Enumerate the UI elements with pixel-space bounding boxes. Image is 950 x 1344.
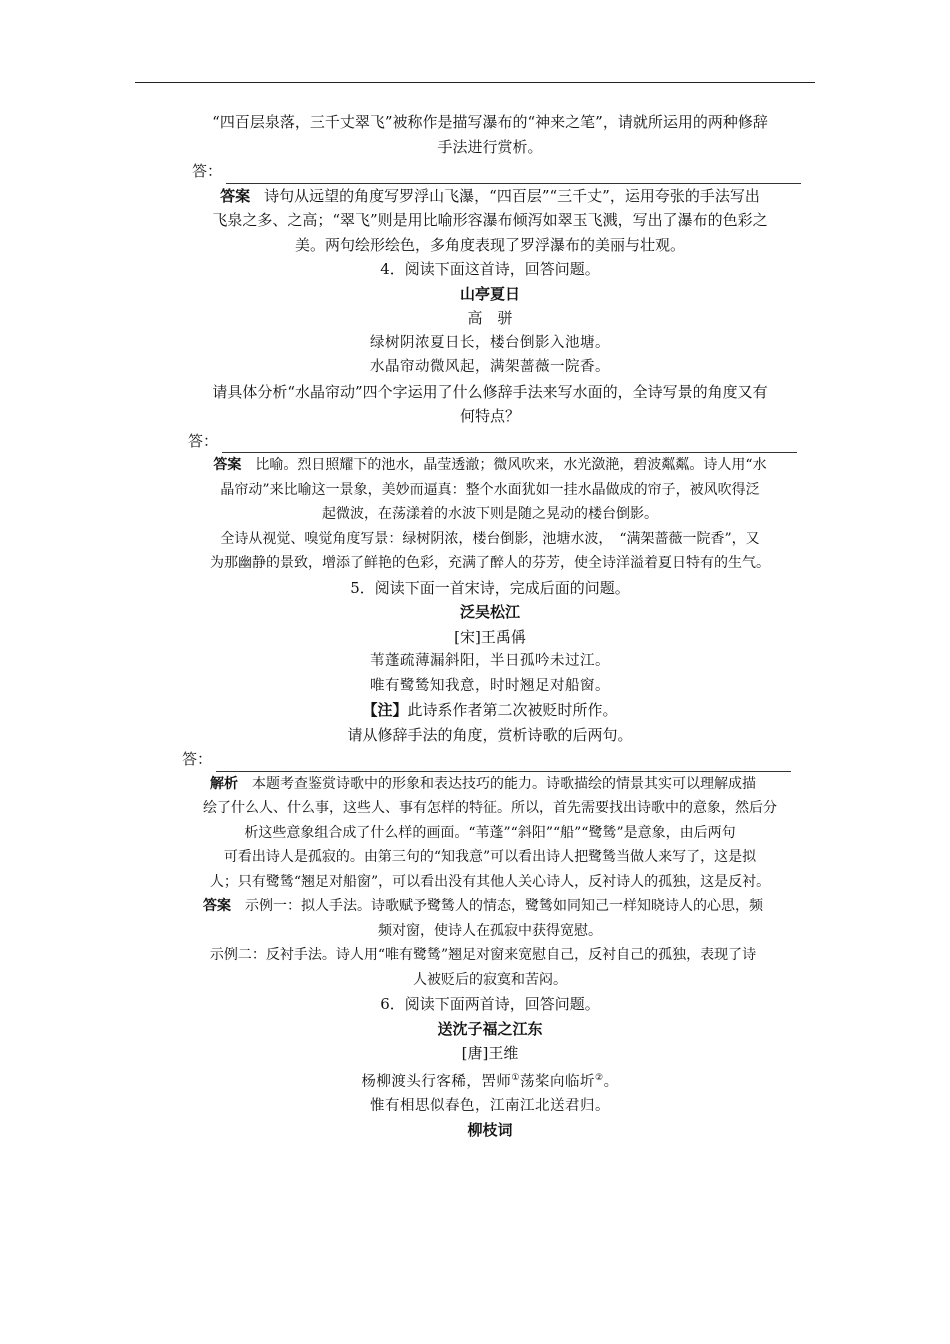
note-label: 【注】 xyxy=(362,701,408,719)
answer-label: 答案 xyxy=(213,457,242,473)
answer-prefix: 答： xyxy=(182,750,213,768)
q6-poem1-title: 送沈子福之江东 xyxy=(437,1019,543,1038)
q5-key-line3: 示例二：反衬手法。诗人用“唯有鹭鸶”翘足对窗来宽慰自己，反衬自己的孤独，表现了诗 xyxy=(209,947,757,963)
q5-note: 【注】此诗系作者第二次被贬时所作。 xyxy=(362,701,618,719)
q4-prompt-line1: 请具体分析“水晶帘动”四个字运用了什么修辞手法来写水面的，全诗写景的角度又有 xyxy=(212,382,768,401)
footnote-marker: ① xyxy=(511,1072,520,1083)
q6-heading: 6．阅读下面两首诗，回答问题。 xyxy=(380,995,600,1013)
q4-key-line2: 晶帘动”来比喻这一景象，美妙而逼真：整个水面犹如一挂水晶做成的帘子，被风吹得泛 xyxy=(220,481,760,498)
q5-answer-row xyxy=(150,747,830,772)
q6-verse2: 惟有相思似春色，江南江北送君归。 xyxy=(370,1097,610,1114)
answer-blank-line[interactable] xyxy=(222,438,797,453)
q3-key-line1: 答案 诗句从远望的角度写罗浮山飞瀑，“四百层”“三千丈”，运用夸张的手法写出 xyxy=(220,186,760,205)
q4-key-line3: 起微波，在荡漾着的水波下则是随之晃动的楼台倒影。 xyxy=(322,506,658,522)
q5-analysis-line2: 绘了什么人、什么事，这些人、事有怎样的特征。所以，首先需要找出诗歌中的意象，然后分 xyxy=(203,800,777,816)
q3-prompt-line1: “四百层泉落，三千丈翠飞”被称作是描写瀑布的“神来之笔”，请就所运用的两种修辞 xyxy=(212,113,768,131)
q4-poem-title: 山亭夏日 xyxy=(459,284,520,303)
answer-blank-line[interactable] xyxy=(216,757,791,772)
answer-prefix: 答： xyxy=(188,431,219,450)
q4-verse1: 绿树阴浓夏日长，楼台倒影入池塘。 xyxy=(370,334,610,351)
q5-verse1: 苇蓬疏薄漏斜阳，半日孤吟未过江。 xyxy=(370,653,610,669)
answer-label: 答案 xyxy=(203,898,231,914)
q5-poem-title: 泛吴松江 xyxy=(459,603,520,621)
q5-analysis-line4: 可看出诗人是孤寂的。由第三句的“知我意”可以看出诗人把鹭鸶当做人来写了，这是拟 xyxy=(223,849,757,865)
q3-prompt-line2: 手法进行赏析。 xyxy=(437,137,543,156)
q5-key-line2: 频对窗，使诗人在孤寂中获得宽慰。 xyxy=(378,922,602,939)
q5-analysis-line1: 解析 本题考查鉴赏诗歌中的形象和表达技巧的能力。诗歌描绘的情景其实可以理解成描 xyxy=(210,775,756,792)
q4-answer-row xyxy=(150,429,830,454)
header-rule xyxy=(135,82,815,83)
q5-verse2: 唯有鹭鸶知我意，时时翘足对船窗。 xyxy=(370,677,610,694)
q6-poem1-author: [唐]王维 xyxy=(461,1044,519,1062)
answer-prefix: 答： xyxy=(192,162,223,180)
q5-analysis-line3: 析这些意象组合成了什么样的画面。“苇蓬”“斜阳”“船”“鹭鸶”是意象，由后两句 xyxy=(244,824,736,841)
analysis-label: 解析 xyxy=(210,775,238,792)
q5-analysis-line5: 人；只有鹭鸶“翘足对船窗”，可以看出没有其他人关心诗人，反衬诗人的孤独，这是反衬。 xyxy=(209,873,771,890)
q5-key-line4: 人被贬后的寂寞和苦闷。 xyxy=(413,971,567,988)
footnote-marker: ② xyxy=(595,1072,604,1083)
q3-key-line3: 美。两句绘形绘色，多角度表现了罗浮瀑布的美丽与壮观。 xyxy=(294,235,685,254)
q5-poem-author: [宋]王禹偁 xyxy=(454,627,526,646)
document-page xyxy=(150,110,830,1143)
answer-label: 答案 xyxy=(220,186,251,205)
q6-verse1: 杨柳渡头行客稀，罟师①荡桨向临圻②。 xyxy=(361,1072,619,1090)
q4-poem-author: 高 骈 xyxy=(467,309,513,327)
q4-prompt-line2: 何特点？ xyxy=(459,407,520,425)
q5-key-line1: 答案 示例一：拟人手法。诗歌赋予鹭鸶人的情态，鹭鸶如同知己一样知晓诗人的心思，频 xyxy=(203,898,763,914)
q4-key-line5: 为那幽静的景致，增添了鲜艳的色彩，充满了醉人的芬芳，使全诗洋溢着夏日特有的生气。 xyxy=(210,555,770,571)
q4-key-line1: 答案 比喻。烈日照耀下的池水，晶莹透澈；微风吹来，水光潋滟，碧波粼粼。诗人用“水 xyxy=(213,457,767,473)
answer-blank-line[interactable] xyxy=(226,169,801,184)
q4-verse2: 水晶帘动微风起，满架蔷薇一院香。 xyxy=(370,359,610,375)
q3-key-line2: 飞泉之多、之高；“翠飞”则是用比喻形容瀑布倾泻如翠玉飞溅，写出了瀑布的色彩之 xyxy=(212,211,768,229)
q6-poem2-title: 柳枝词 xyxy=(467,1121,513,1140)
q3-answer-row xyxy=(150,159,830,184)
q5-heading: 5．阅读下面一首宋诗，完成后面的问题。 xyxy=(350,578,630,597)
q4-key-line4: 全诗从视觉、嗅觉角度写景：绿树阴浓，楼台倒影，池塘水波， “满架蔷薇一院香”，又 xyxy=(220,530,760,547)
q4-heading: 4．阅读下面这首诗，回答问题。 xyxy=(380,260,600,278)
q5-prompt: 请从修辞手法的角度，赏析诗歌的后两句。 xyxy=(347,725,633,744)
